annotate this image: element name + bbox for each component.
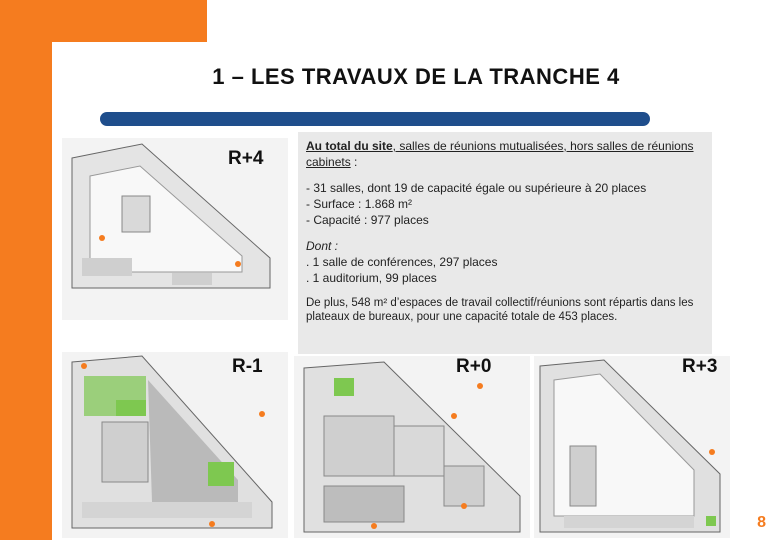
- floor-plan-rm1: [62, 352, 288, 538]
- info-line-1: - 31 salles, dont 19 de capacité égale ou supérieure à 20 places: [306, 181, 647, 195]
- slide-title: 1 – LES TRAVAUX DE LA TRANCHE 4: [212, 64, 620, 89]
- info-lead: [306, 138, 704, 170]
- info-lead-bold: Au total du site: [306, 139, 393, 153]
- plan-label-r3: R+3: [682, 356, 718, 377]
- info-line-3: - Capacité : 977 places: [306, 213, 429, 227]
- info-lead-tail: :: [350, 155, 358, 169]
- info-dont-label: Dont :: [306, 239, 339, 253]
- info-box: [298, 132, 712, 354]
- floor-plan-r3: [534, 356, 730, 538]
- floor-plan-r0: [294, 356, 530, 538]
- info-line-2: - Surface : 1.868 m²: [306, 197, 413, 211]
- title-underline-bar: [100, 112, 650, 126]
- info-dont-line-2: . 1 auditorium, 99 places: [306, 271, 437, 285]
- plan-label-r0: R+0: [456, 356, 492, 377]
- info-dont-line-1: . 1 salle de conférences, 297 places: [306, 255, 498, 269]
- plan-label-rm1: R-1: [232, 356, 263, 377]
- info-extra: De plus, 548 m² d’espaces de travail collectif/réunions sont répartis dans les plateaux de bureaux, pour une capacité totale de 453 places.: [306, 297, 694, 323]
- plan-label-r4: R+4: [228, 148, 264, 169]
- info-lead-rest: , salles de réunions mutualisées, hors salles de réunions cabinets: [306, 139, 694, 169]
- page-number: 8: [757, 514, 766, 531]
- accent-sidebar: [0, 0, 52, 540]
